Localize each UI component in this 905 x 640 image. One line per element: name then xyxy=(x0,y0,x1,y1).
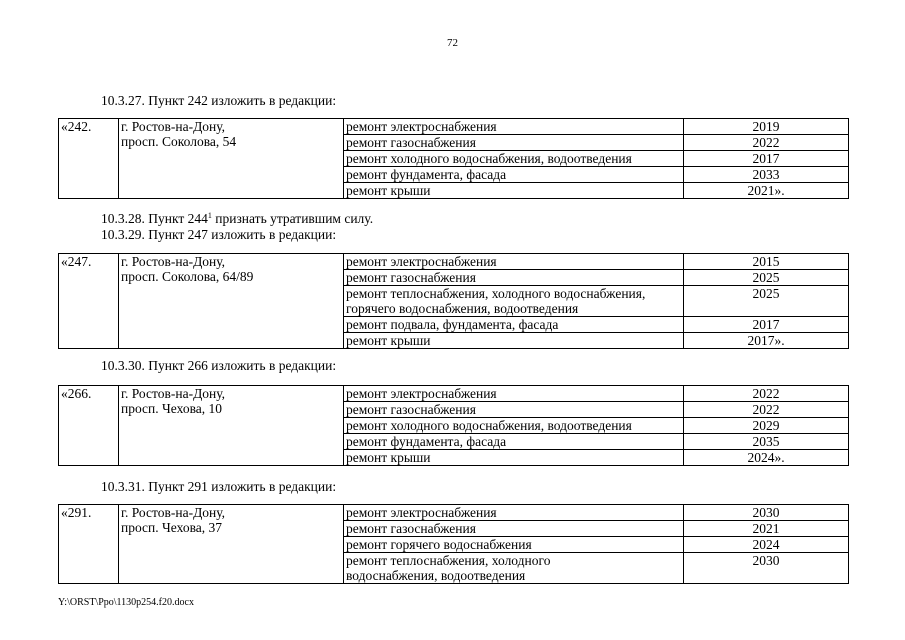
work-type-cell xyxy=(344,119,684,135)
paragraph-10-3-27: 10.3.27. Пункт 242 изложить в редакции: xyxy=(101,93,337,108)
work-type-cell xyxy=(344,286,684,317)
table-row xyxy=(59,505,849,521)
work-type-cell xyxy=(344,151,684,167)
paragraph-10-3-28 xyxy=(101,211,373,226)
work-type-cell xyxy=(344,521,684,537)
work-type: ремонт теплоснабжения, холодного xyxy=(346,553,551,568)
work-type: ремонт фундамента, фасада xyxy=(346,167,507,182)
year-cell: 2017». xyxy=(684,333,849,349)
work-type: ремонт электроснабжения xyxy=(346,505,497,520)
year-cell: 2035 xyxy=(684,434,849,450)
paragraph-10-3-28-main: 10.3.28. Пункт 244 xyxy=(101,211,208,226)
work-type: ремонт горячего водоснабжения xyxy=(346,537,532,552)
work-type: ремонт холодного водоснабжения, водоотведения xyxy=(346,418,632,433)
address-street: просп. Соколова, 54 xyxy=(121,134,237,149)
work-type: ремонт крыши xyxy=(346,450,431,465)
work-type-cell xyxy=(344,402,684,418)
work-type: ремонт крыши xyxy=(346,183,431,198)
year-cell: 2022 xyxy=(684,386,849,402)
year-cell: 2021». xyxy=(684,183,849,199)
year-cell: 2017 xyxy=(684,151,849,167)
work-type-cell xyxy=(344,270,684,286)
work-type: ремонт подвала, фундамента, фасада xyxy=(346,317,559,332)
address-cell xyxy=(119,386,344,466)
address-city: г. Ростов-на-Дону, xyxy=(121,505,226,520)
address-street: просп. Чехова, 10 xyxy=(121,401,223,416)
item-number: «291. xyxy=(59,505,119,584)
work-type-continued: горячего водоснабжения, водоотведения xyxy=(346,301,579,316)
paragraph-10-3-30: 10.3.30. Пункт 266 изложить в редакции: xyxy=(101,358,337,373)
year-cell: 2019 xyxy=(684,119,849,135)
work-type-cell xyxy=(344,434,684,450)
work-type-continued: водоснабжения, водоотведения xyxy=(346,568,526,583)
work-type: ремонт газоснабжения xyxy=(346,270,476,285)
work-type-cell xyxy=(344,135,684,151)
work-type-cell xyxy=(344,418,684,434)
address-cell xyxy=(119,119,344,199)
item-number: «242. xyxy=(59,119,119,199)
year-cell: 2017 xyxy=(684,317,849,333)
year-cell: 2025 xyxy=(684,286,849,317)
work-type: ремонт газоснабжения xyxy=(346,135,476,150)
work-type: ремонт газоснабжения xyxy=(346,521,476,536)
work-type-cell xyxy=(344,333,684,349)
year-cell: 2015 xyxy=(684,254,849,270)
work-type-cell xyxy=(344,537,684,553)
address-city: г. Ростов-на-Дону, xyxy=(121,119,226,134)
work-type: ремонт электроснабжения xyxy=(346,119,497,134)
work-type-cell xyxy=(344,505,684,521)
year-cell: 2022 xyxy=(684,135,849,151)
year-cell: 2024». xyxy=(684,450,849,466)
address-cell xyxy=(119,505,344,584)
work-type-cell xyxy=(344,553,684,584)
work-type-cell xyxy=(344,386,684,402)
year-cell: 2025 xyxy=(684,270,849,286)
item-number: «266. xyxy=(59,386,119,466)
year-cell: 2021 xyxy=(684,521,849,537)
year-cell: 2029 xyxy=(684,418,849,434)
amendment-table-247 xyxy=(58,253,849,349)
amendment-table-291 xyxy=(58,504,849,584)
work-type-cell xyxy=(344,317,684,333)
work-type: ремонт теплоснабжения, холодного водоснабжения, xyxy=(346,286,646,301)
footer-file-path: Y:\ORST\Ppo\1130p254.f20.docx xyxy=(58,597,194,608)
work-type: ремонт холодного водоснабжения, водоотведения xyxy=(346,151,632,166)
table-row xyxy=(59,386,849,402)
paragraph-10-3-31: 10.3.31. Пункт 291 изложить в редакции: xyxy=(101,479,337,494)
address-street: просп. Чехова, 37 xyxy=(121,520,223,535)
year-cell: 2033 xyxy=(684,167,849,183)
page-number: 72 xyxy=(447,37,458,49)
address-city: г. Ростов-на-Дону, xyxy=(121,254,226,269)
paragraph-10-3-28-superscript: 1 xyxy=(207,211,212,220)
item-number: «247. xyxy=(59,254,119,349)
work-type: ремонт крыши xyxy=(346,333,431,348)
work-type-cell xyxy=(344,167,684,183)
work-type-cell xyxy=(344,450,684,466)
work-type: ремонт электроснабжения xyxy=(346,386,497,401)
paragraph-10-3-29: 10.3.29. Пункт 247 изложить в редакции: xyxy=(101,227,337,242)
table-row xyxy=(59,119,849,135)
year-cell: 2030 xyxy=(684,553,849,584)
address-street: просп. Соколова, 64/89 xyxy=(121,269,254,284)
address-city: г. Ростов-на-Дону, xyxy=(121,386,226,401)
table-row xyxy=(59,254,849,270)
work-type: ремонт электроснабжения xyxy=(346,254,497,269)
paragraph-10-3-28-rest: признать утратившим силу. xyxy=(211,211,374,226)
work-type-cell xyxy=(344,183,684,199)
work-type: ремонт газоснабжения xyxy=(346,402,476,417)
work-type: ремонт фундамента, фасада xyxy=(346,434,507,449)
amendment-table-242 xyxy=(58,118,849,199)
year-cell: 2030 xyxy=(684,505,849,521)
amendment-table-266 xyxy=(58,385,849,466)
address-cell xyxy=(119,254,344,349)
year-cell: 2024 xyxy=(684,537,849,553)
year-cell: 2022 xyxy=(684,402,849,418)
work-type-cell xyxy=(344,254,684,270)
